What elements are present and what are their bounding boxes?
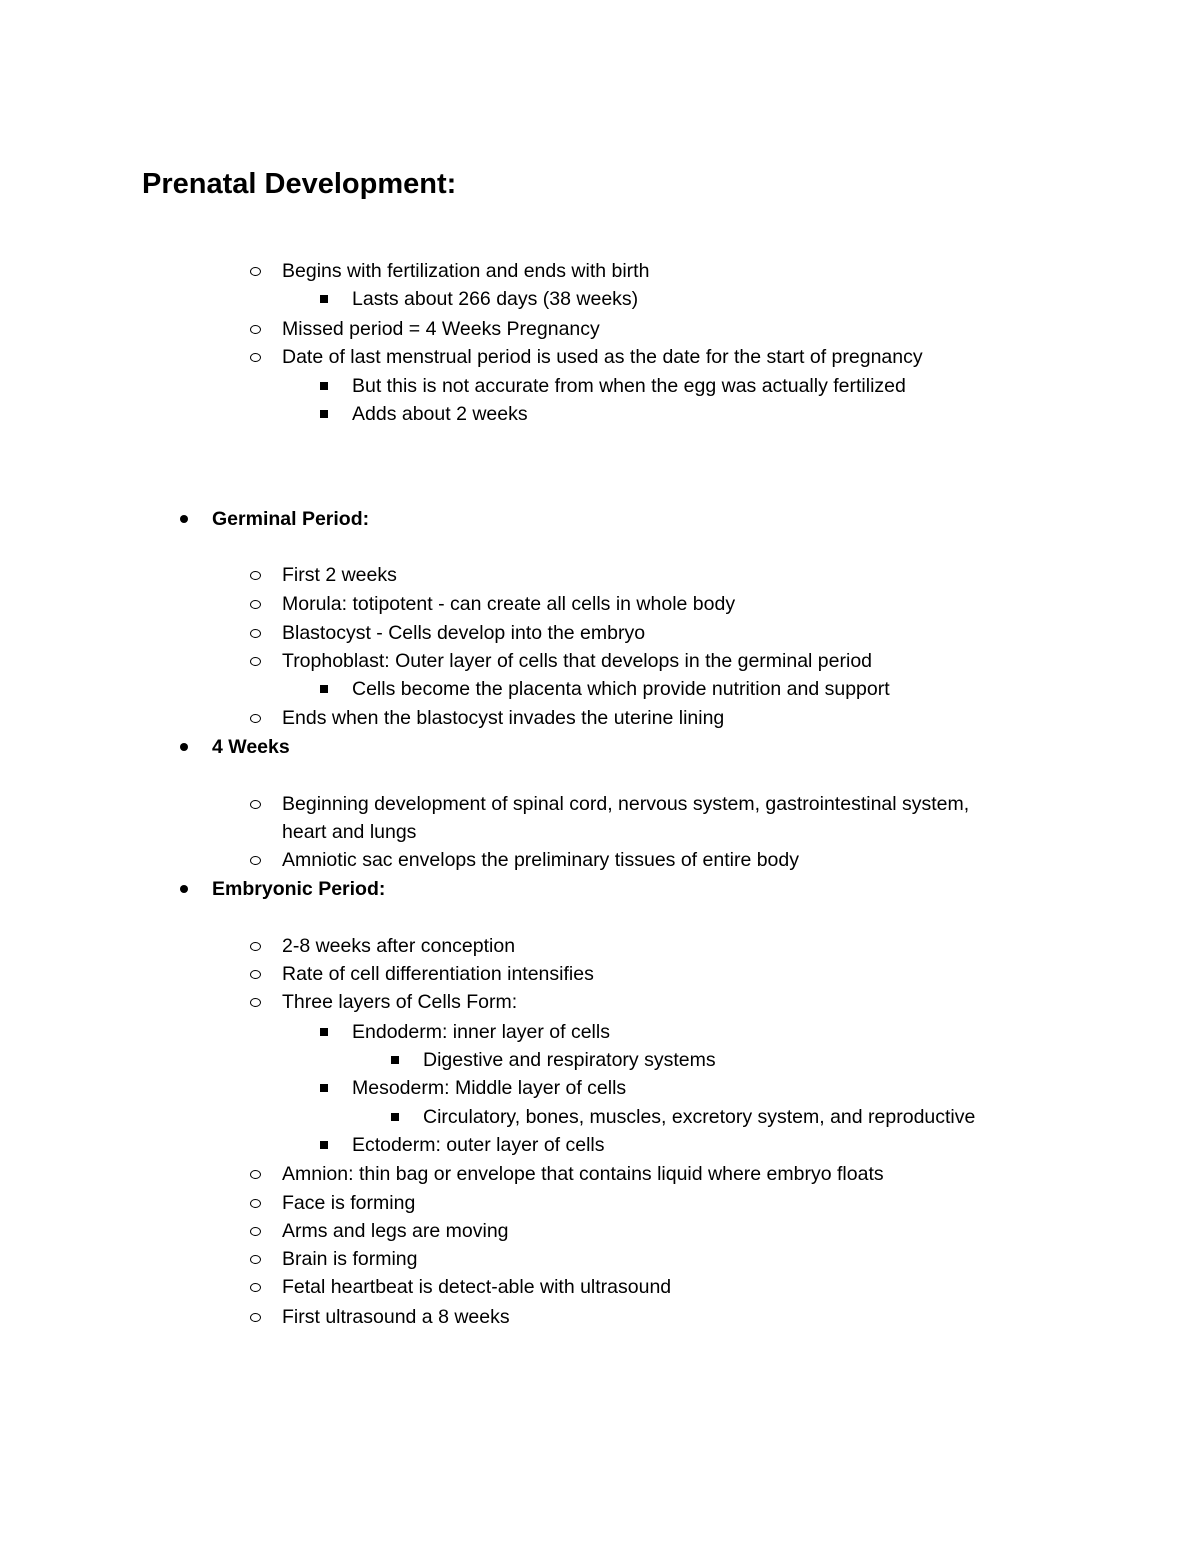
circle-bullet-icon [250, 942, 261, 951]
circle-bullet-icon [250, 998, 261, 1007]
list-item-text: Date of last menstrual period is used as the date for the start of pregnancy [282, 346, 923, 368]
circle-bullet-icon [250, 1227, 261, 1236]
square-bullet-icon [320, 1084, 328, 1092]
list-item-text: Brain is forming [282, 1248, 418, 1270]
list-item-text: heart and lungs [282, 821, 417, 843]
list-item-text: Endoderm: inner layer of cells [352, 1021, 610, 1043]
section-heading-text: Germinal Period: [212, 508, 370, 530]
list-item-text: Amniotic sac envelops the preliminary tissues of entire body [282, 849, 799, 871]
circle-bullet-icon [250, 629, 261, 638]
list-item-text: Morula: totipotent - can create all cells in whole body [282, 593, 736, 615]
list-item-text: Ends when the blastocyst invades the uterine lining [282, 707, 725, 729]
list-item-text: Three layers of Cells Form: [282, 991, 518, 1013]
list-item-text: Rate of cell differentiation intensifies [282, 963, 594, 985]
circle-bullet-icon [250, 800, 261, 809]
square-bullet-icon [391, 1113, 399, 1121]
list-item-text: Missed period = 4 Weeks Pregnancy [282, 318, 600, 340]
circle-bullet-icon [250, 714, 261, 723]
list-item-text: 2-8 weeks after conception [282, 935, 516, 957]
section-heading-text: Embryonic Period: [212, 878, 386, 900]
list-item-text: Begins with fertilization and ends with birth [282, 260, 650, 282]
circle-bullet-icon [250, 1313, 261, 1322]
list-item-text: Circulatory, bones, muscles, excretory system, and reproductive [423, 1106, 976, 1128]
list-item-text: Mesoderm: Middle layer of cells [352, 1077, 627, 1099]
list-item-text: Cells become the placenta which provide nutrition and support [352, 678, 890, 700]
list-item-text: Ectoderm: outer layer of cells [352, 1134, 605, 1156]
square-bullet-icon [320, 382, 328, 390]
list-item-text: Digestive and respiratory systems [423, 1049, 716, 1071]
page-title: Prenatal Development: [142, 168, 457, 200]
list-item-text: Arms and legs are moving [282, 1220, 509, 1242]
square-bullet-icon [320, 685, 328, 693]
list-item-text: Trophoblast: Outer layer of cells that develops in the germinal period [282, 650, 873, 672]
list-item-text: First 2 weeks [282, 564, 397, 586]
disc-bullet-icon [180, 885, 188, 893]
circle-bullet-icon [250, 657, 261, 666]
list-item-text: Beginning development of spinal cord, nervous system, gastrointestinal system, [282, 793, 970, 815]
list-item-text: Face is forming [282, 1192, 416, 1214]
list-item-text: Lasts about 266 days (38 weeks) [352, 288, 639, 310]
square-bullet-icon [391, 1056, 399, 1064]
circle-bullet-icon [250, 970, 261, 979]
circle-bullet-icon [250, 325, 261, 334]
square-bullet-icon [320, 410, 328, 418]
list-item-text: Fetal heartbeat is detect-able with ultrasound [282, 1276, 672, 1298]
circle-bullet-icon [250, 856, 261, 865]
disc-bullet-icon [180, 515, 188, 523]
circle-bullet-icon [250, 571, 261, 580]
circle-bullet-icon [250, 1283, 261, 1292]
square-bullet-icon [320, 295, 328, 303]
list-item-text: Adds about 2 weeks [352, 403, 528, 425]
list-item-text: Blastocyst - Cells develop into the embryo [282, 622, 646, 644]
list-item-text: First ultrasound a 8 weeks [282, 1306, 510, 1328]
disc-bullet-icon [180, 743, 188, 751]
circle-bullet-icon [250, 1170, 261, 1179]
list-item-text: But this is not accurate from when the egg was actually fertilized [352, 375, 906, 397]
square-bullet-icon [320, 1141, 328, 1149]
circle-bullet-icon [250, 1199, 261, 1208]
circle-bullet-icon [250, 353, 261, 362]
circle-bullet-icon [250, 1255, 261, 1264]
circle-bullet-icon [250, 600, 261, 609]
square-bullet-icon [320, 1028, 328, 1036]
section-heading-text: 4 Weeks [212, 736, 290, 758]
circle-bullet-icon [250, 267, 261, 276]
list-item-text: Amnion: thin bag or envelope that contains liquid where embryo floats [282, 1163, 884, 1185]
